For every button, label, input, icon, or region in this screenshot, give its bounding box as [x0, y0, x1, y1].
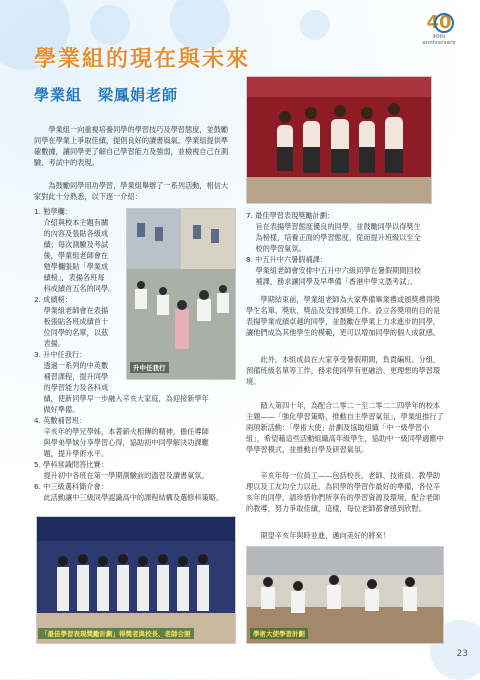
list-item: 4. 英數補習班： [34, 416, 87, 425]
photo-caption: 「最佳學習表現獎勵計劃」得獎者與校長、老師合照 [38, 628, 194, 639]
activity-list-right [246, 210, 446, 287]
body-paragraph: 學期結束前，學業組老師為大家準備畢業禮或頒獎禮得獎學生名單、獎狀、獎品及安排頒獎工作。設立各獎項的目的是表揚學業成績卓越的同學，並鼓勵在學業上力求進步的同學，讓他們成為其他學生的模範，更可以增加同學的個人成就感。 [246, 295, 441, 337]
list-item: 與學弟學妹分享學習心得，協助初中同學解決功課難 [34, 438, 209, 447]
list-item: 3. 升中任我行： [34, 350, 87, 359]
page-subtitle: 學業組 梁鳳娟老師 [34, 86, 179, 104]
anniversary-logo [420, 12, 458, 46]
page-number: 23 [456, 649, 468, 659]
list-item: 6. 中三級選科簡介會： [34, 482, 108, 491]
list-item: 位同學的名單，以茲 [34, 328, 109, 337]
bubble-decoration [300, 10, 330, 40]
award-group-photo [36, 516, 236, 644]
list-item: 1. 勉學欄： [34, 207, 72, 216]
bubble-decoration [90, 5, 130, 45]
list-item: 5. 學科常識問答比賽： [34, 460, 108, 469]
list-item: 提升初中各班在第一學期測驗前的溫習及讀書氣氛。 [34, 471, 209, 480]
photo-caption: 升中任我行 [130, 362, 169, 373]
list-item: 做好準備。 [34, 405, 80, 414]
list-item: 旨在表揚學習態度優良的同學，並鼓勵同學以得獎生 [246, 222, 421, 231]
list-item: 辛亥年的學兄學姊，本著薪火相傳的精神，擔任導師 [34, 427, 209, 436]
photo-caption: 學術大使學習計劃 [250, 628, 308, 639]
logo-tag: 40th anniversary [422, 34, 456, 46]
list-item: 為榜樣，培養正面的學習態度，從而提升班級以至全 [246, 233, 421, 242]
list-item: 績，使新同學早一步融入辛亥大家庭，為迎接新學年 [34, 394, 209, 403]
list-item: 績；每次測驗及考試 [34, 240, 109, 249]
list-item: 板張貼各班成績首十 [34, 317, 109, 326]
logo-number: 40 [426, 12, 452, 33]
intro-paragraph: 為鼓勵同學用功學習，學業組舉辦了一系列活動，相信大家對此十分熟悉，以下逐一介紹： [34, 181, 229, 201]
list-item: 補習課程，提升同學 [34, 372, 109, 381]
list-item: 補課，務求讓同學及早準備「香港中學文憑考試」。 [246, 277, 418, 286]
list-item: 8. 中五升中六暑假補課： [246, 255, 328, 264]
list-item: 科成績首五名的同學。 [34, 284, 116, 293]
list-item: 2. 成績榜： [34, 295, 72, 304]
list-item: 學業組老師會安排中五升中六級同學在暑假期間回校 [246, 266, 421, 275]
body-paragraph: 期望辛亥年與時並進，邁向美好的將來！ [246, 531, 390, 540]
body-paragraph: 辛亥年每一位員工——包括校長、老師、技術員、教學助理以及工友均全力以赴，為同學的學習作最好的準備，各位辛亥年的同學，請珍惜你們所享有的學習資源及環境，配合老師的教導，努力爭取佳績，這樣，每位老師都會感到欣慰。 [246, 471, 441, 513]
list-item: 績榜」，表揚各班每 [34, 273, 105, 282]
list-item: 此活動讓中三級同學認識高中的課程結構及選修科策略。 [34, 493, 224, 502]
list-item: 題，提升學術水平。 [34, 449, 109, 458]
list-item: 勉學欄張貼「學業成 [34, 262, 109, 271]
intro-paragraph: 學業組一向重視培養同學的學習技巧及學習態度，並鼓勵同學在學業上爭取佳績，提倡良好的讀書風氣。學業組提供準確數據，讓同學更了解自己學習能力及強弱，並檢視自己在測驗、考試中的表現。 [34, 125, 229, 167]
list-item: 表揚。 [34, 339, 66, 348]
body-paragraph: 此外，本組成員在大家享受暑假期間，負責編班、分組，預備班級名單等工作，務求使同學有更融洽、更理想的學習環境。 [246, 355, 441, 386]
classroom-photo-collage [126, 208, 236, 380]
page-title: 學業組的現在與未來 [34, 47, 251, 72]
list-item: 的學習能力及各科成 [34, 383, 109, 392]
list-item: 後，學業組老師會在 [34, 251, 109, 260]
list-item: 透過一系列的中英數 [34, 361, 109, 370]
group-photo-teachers [246, 76, 432, 204]
list-item: 的內容及張貼各級成 [34, 229, 109, 238]
list-item: 介紹與校本主題有關 [34, 218, 109, 227]
list-item: 學業組老師會在表揚 [34, 306, 109, 315]
list-item: 7. 最佳學習表現獎勵計劃： [246, 211, 335, 220]
list-item: 校的學習氣氛。 [246, 244, 306, 253]
body-paragraph: 踏入第四十年，為配合二零二一至二零二二四學年的校本主題——「強化學習策略，推動自主學習氣氛」，學業組推行了兩項新活動：「學術大使」計劃及協助組織「中一級學習小組」，希望藉這些活動組織高年級學生，協助中一級同學適應中學學習模式，並推動自學及研習氣氛。 [246, 401, 444, 454]
